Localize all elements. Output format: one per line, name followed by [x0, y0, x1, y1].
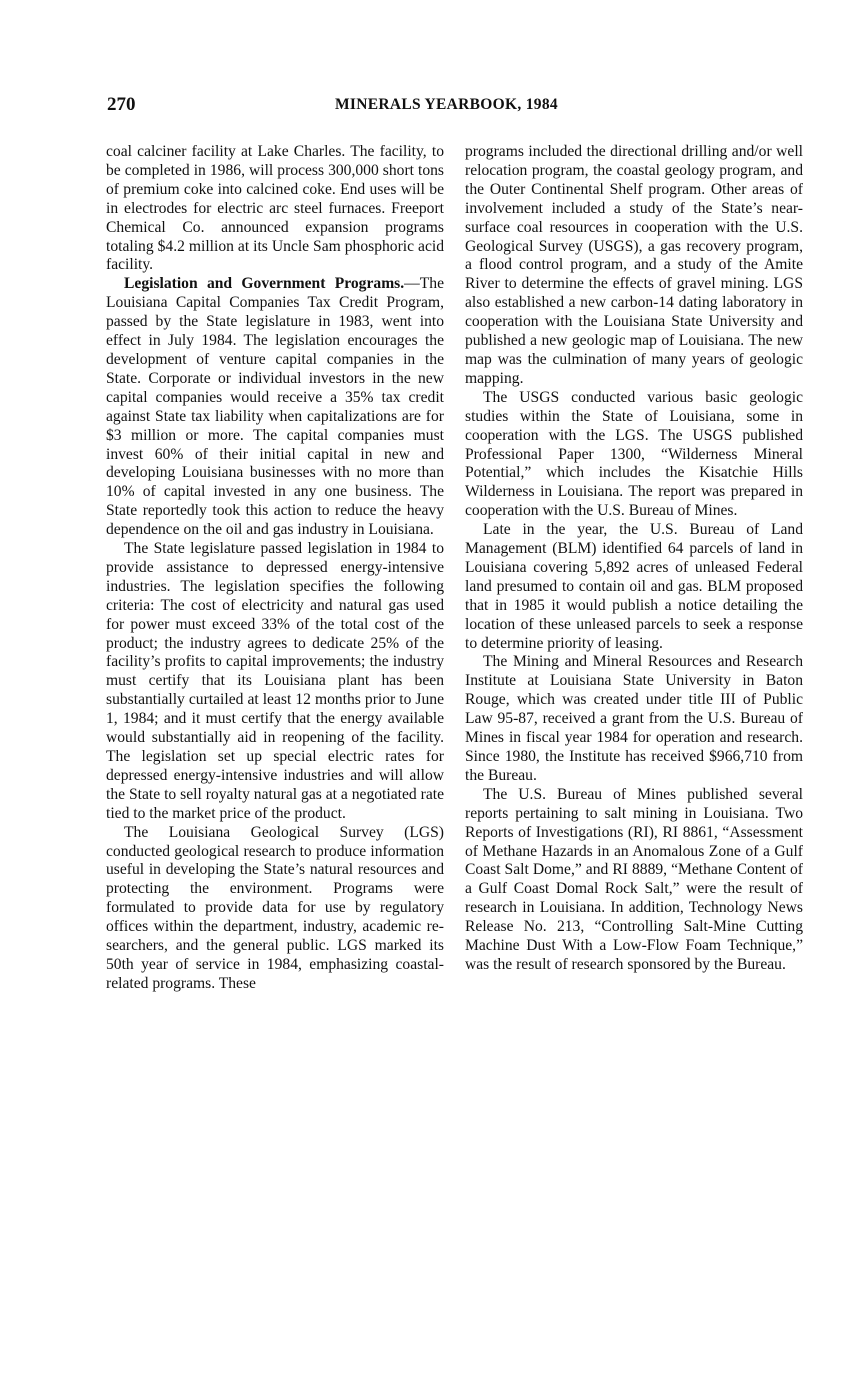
right-column — [465, 143, 803, 975]
paragraph-calciner-continued: coal calciner facility at Lake Charles. The facility, to be completed in 1986, will process 300,000 short tons of premium coke into calcined coke. End uses will be in electrodes for electric arc steel furnaces. Freeport Chemical Co. announced expansion programs totaling $4.2 million at its Uncle Sam phosphoric acid facility. — [106, 143, 444, 274]
paragraph-blm: Late in the year, the U.S. Bureau of Land Management (BLM) identified 64 parcels of land in Louisiana covering 5,892 acres of unleased Federal land presumed to contain oil and gas. BLM proposed that in 1985 it would publish a notice detailing the location of these unleased parcels to seek a response to determine priority of leasing. — [465, 521, 803, 652]
paragraph-salt-reports: The U.S. Bureau of Mines published several reports pertaining to salt mining in Louisiana. Two Reports of Investigations (RI), RI 8861, “Assessment of Methane Hazards in an Anomalous Zone of a Gulf Coast Salt Dome,” and RI 8889, “Methane Content of a Gulf Coast Domal Rock Salt,” were the result of research in Louisiana. In addition, Technology News Release No. 213, “Controlling Salt-Mine Cutting Machine Dust With a Low-Flow Foam Technique,” was the result of research sponsored by the Bureau. — [465, 785, 803, 973]
paragraph-mining-institute: The Mining and Mineral Resources and Research Institute at Louisiana State University in Baton Rouge, which was created under title III of Public Law 95-87, received a grant from the U.S. Bureau of Mines in fiscal year 1984 for operation and research. Since 1980, the Institute has received $966,710 from the Bureau. — [465, 653, 803, 784]
left-column — [106, 143, 444, 994]
paragraph-energy-intensive: The State legislature passed legislation in 1984 to provide assistance to depressed energy-intensive industries. The legislation specifies the following criteria: The cost of electricity and natural gas used for power must exceed 33% of the total cost of the product; the industry agrees to dedicate 25% of the facility’s profits to capital improvements; the industry must certify that its Louisiana plant has been substantially curtailed at least 12 months prior to June 1, 1984; and it must certify that the energy available would substantially aid in reopening of the facility. The legislation set up special electric rates for depressed energy-intensive industries and will allow the State to sell royalty natural gas at a negotiated rate tied to the market price of the product. — [106, 540, 444, 822]
page-number: 270 — [107, 94, 136, 115]
paragraph-lgs-programs-continued: programs included the directional drilling and/or well relocation program, the coastal geology program, and the Outer Continental Shelf program. Other areas of involvement included a study of the State’s near-surface coal resources in cooperation with the U.S. Geological Survey (USGS), a gas recovery program, a flood control program, and a study of the Amite River to determine the effects of gravel mining. LGS also established a new carbon-14 dating laboratory in cooperation with the Louisiana State University and published a new geologic map of Louisiana. The new map was the culmination of many years of geologic mapping. — [465, 143, 803, 387]
section-heading-legislation: Legislation and Government Programs. — [124, 275, 405, 293]
running-title: MINERALS YEARBOOK, 1984 — [335, 96, 558, 113]
paragraph-legislation-text: —The Louisiana Capital Companies Tax Credit Program, passed by the State legislature in 1983, went into effect in July 1984. The legislation encourages the development of venture capital companies in the State. Corporate or individual investors in the new capital companies would receive a 35% tax credit against State tax liability when capitalizations are for $3 million or more. The capital companies must invest 60% of their initial capital in new and developing Louisiana businesses with no more than 10% of capital invested in any one business. The State reportedly took this action to reduce the heavy dependence on the oil and gas industry in Louisiana. — [106, 275, 444, 539]
page-header — [107, 94, 809, 118]
paragraph-usgs: The USGS conducted various basic geologic studies within the State of Louisiana, some in cooperation with the LGS. The USGS published Professional Paper 1300, “Wilderness Mineral Potential,” which includes the Kisatchie Hills Wilderness in Louisiana. The report was prepared in cooperation with the U.S. Bureau of Mines. — [465, 388, 803, 520]
paragraph-lgs: The Louisiana Geological Survey (LGS) conducted geological research to produce information useful in developing the State’s natural resources and protecting the environment. Programs were formulated to provide data for use by regulatory offices within the department, industry, academic researchers, and the general public. LGS marked its 50th year of service in 1984, emphasizing coastal-related programs. These — [106, 823, 444, 992]
paragraph-legislation — [106, 275, 444, 540]
